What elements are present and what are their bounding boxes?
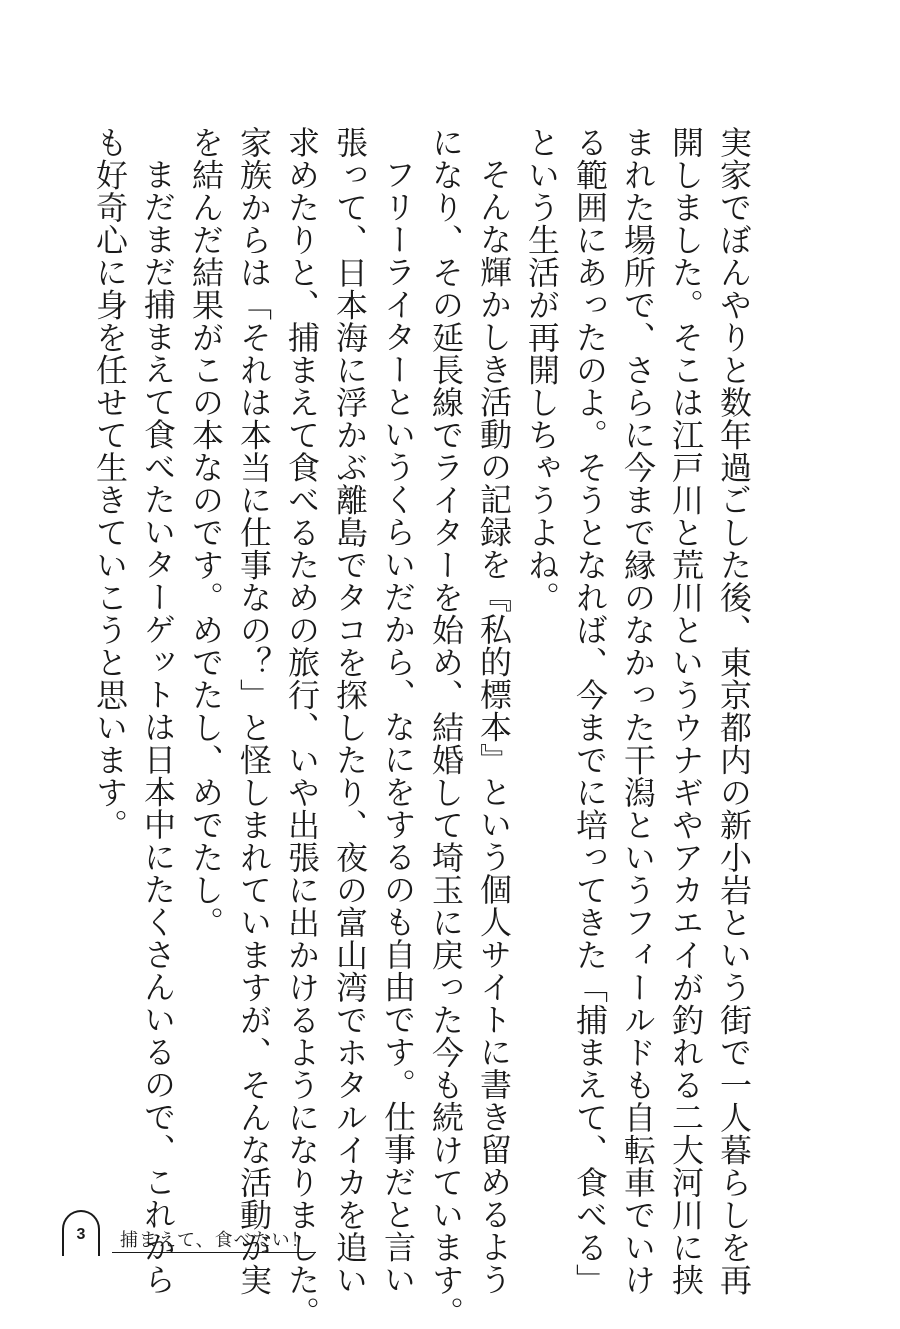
running-head: 捕まえて、食べたい！ [120, 1230, 310, 1250]
text-column: という生活が再開しちゃうよね。 [523, 126, 561, 614]
text-column: 開しました。そこは江戸川と荒川というウナギやアカエイが釣れる二大河川に挟 [667, 126, 705, 1296]
text-column: を結んだ結果がこの本なのです。めでたし、めでたし。 [187, 126, 225, 939]
text-column: まれた場所で、さらに今まで縁のなかった干潟というフィールドも自転車でいけ [619, 126, 657, 1296]
text-column: 張って、日本海に浮かぶ離島でタコを探したり、夜の富山湾でホタルイカを追い [331, 126, 369, 1296]
text-column: 家族からは「それは本当に仕事なの？」と怪しまれていますが、そんな活動が実 [235, 126, 273, 1296]
text-column: 実家でぼんやりと数年過ごした後、東京都内の新小岩という街で一人暮らしを再 [715, 126, 753, 1296]
page-number: 3 [76, 1226, 86, 1243]
text-column: そんな輝かしき活動の記録を『私的標本』という個人サイトに書き留めるよう [475, 158, 513, 1296]
text-column: まだまだ捕まえて食べたいターゲットは日本中にたくさんいるので、これから [139, 158, 177, 1296]
text-column: になり、その延長線でライターを始め、結婚して埼玉に戻った今も続けています。 [427, 126, 465, 1329]
text-column: る範囲にあったのよ。そうとなれば、今までに培ってきた「捕まえて、食べる」 [571, 126, 609, 1296]
page-number-tab [62, 1210, 100, 1256]
text-column: 求めたりと、捕まえて食べるための旅行、いや出張に出かけるようになりました。 [283, 126, 321, 1329]
running-head-rule [112, 1252, 316, 1253]
text-column: フリーライターというくらいだから、なにをするのも自由です。仕事だと言い [379, 158, 417, 1296]
text-column: も好奇心に身を任せて生きていこうと思います。 [91, 126, 129, 841]
